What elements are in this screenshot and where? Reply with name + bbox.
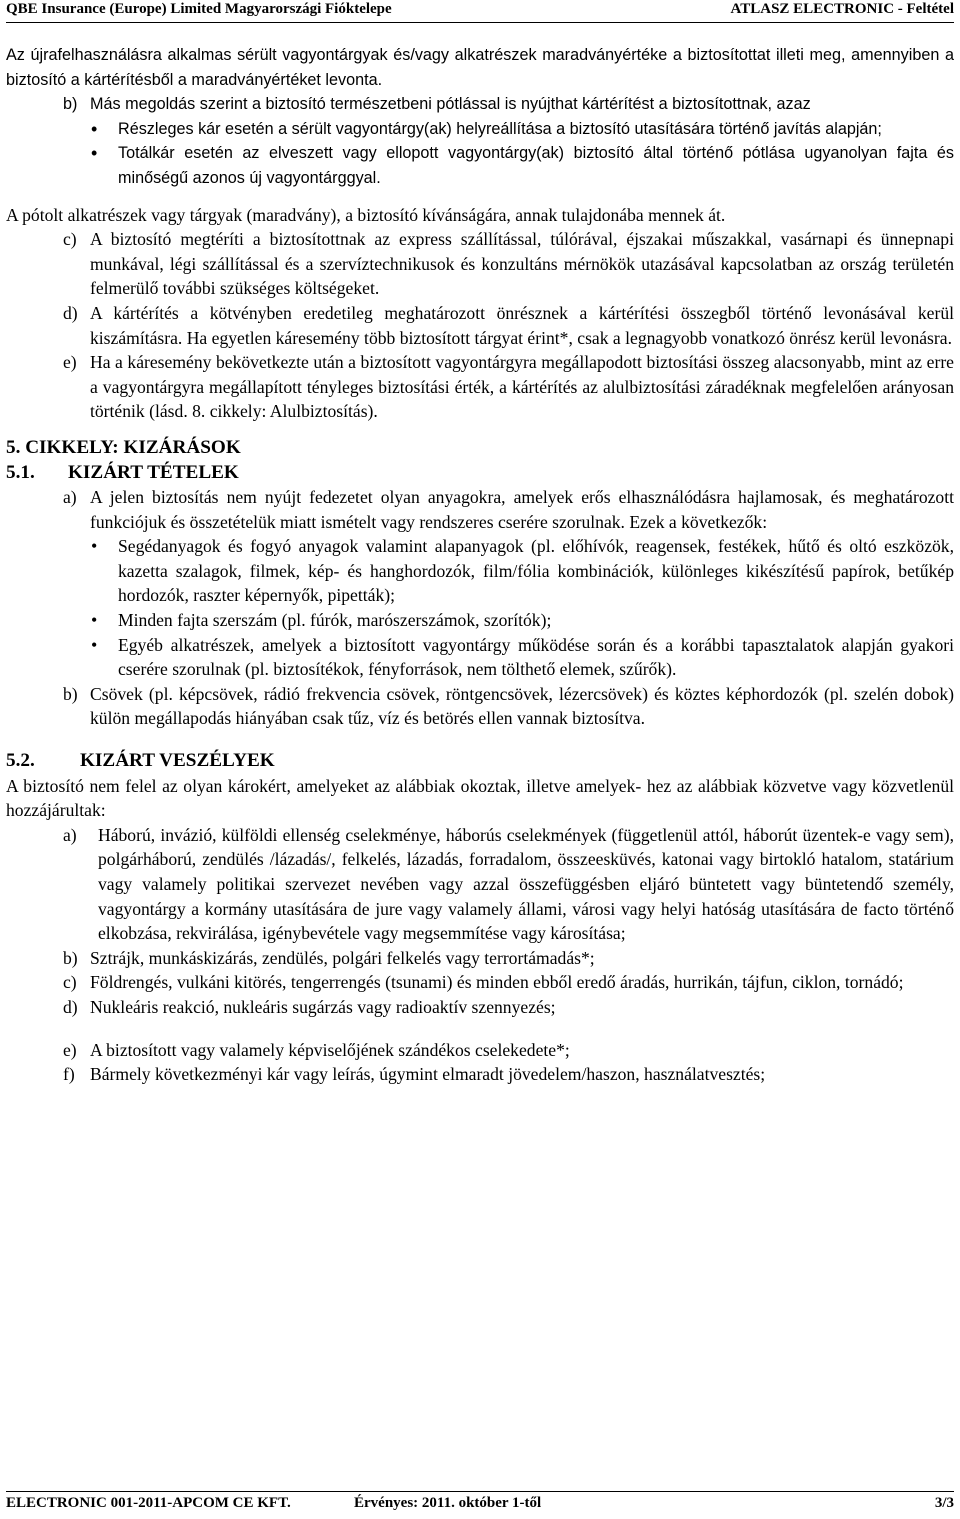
peril-item (6, 946, 954, 971)
section-5-2-number: 5.2. (6, 750, 35, 772)
item-b-text: Más megoldás szerint a biztosító természetbeni pótlással is nyújthat kártérítést a biztosítottnak, azaz (90, 95, 811, 114)
bullet-item: • Totálkár esetén az elveszett vagy ellopott vagyontárgy(ak) biztosító által történő pótlása ugyanolyan fajta és minőségű azonos új vagyontárggyal. (6, 141, 954, 190)
peril-item-text: Bármely következményi kár vagy leírás, úgymint elmaradt jövedelem/haszon, használatvesztés; (90, 1064, 766, 1085)
section-5-2-heading (6, 749, 954, 774)
peril-item (6, 995, 954, 1020)
item-b-label: b) (63, 95, 78, 114)
item-d-label: d) (63, 302, 78, 323)
page-footer (6, 1491, 954, 1514)
item-e (6, 350, 954, 424)
excluded-item-b (6, 682, 954, 731)
header-company: QBE Insurance (Europe) Limited Magyarországi Fióktelepe (6, 1, 392, 17)
peril-item-label: a) (63, 824, 77, 845)
peril-item-text: Sztrájk, munkáskizárás, zendülés, polgári felkelés vagy terrortámadás*; (90, 947, 595, 968)
item-c-label: c) (63, 229, 77, 250)
bullet-item: • Segédanyagok és fogyó anyagok valamint alapanyagok (pl. előhívók, reagensek, festékek, hűtő és oltó eszközök, kazetta szalagok, filmek, kép- és hanghordozók, film/fólia kombinációk, különleges kikészítésű papírok, betűkép hordozók, raszter képernyők, pipetták); (6, 534, 954, 608)
peril-item-label: d) (63, 996, 78, 1017)
bullet-item: • Egyéb alkatrészek, amelyek a biztosított vagyontárgy működése során és a korábbi tapasztalatok alapján gyakori cserére szorulnak (pl. biztosítékok, fényforrások, nem tölthető elemek, szűrők). (6, 633, 954, 682)
excluded-item-a-label: a) (63, 487, 77, 508)
bullet-item: • Részleges kár esetén a sérült vagyontárgy(ak) helyreállítása a biztosító utasítására történő javítás alapján; (6, 117, 954, 142)
intro-paragraph: Az újrafelhasználásra alkalmas sérült vagyontárgyak és/vagy alkatrészek maradványértéke a biztosítottat illeti meg, amennyiben a biztosító a kártérítésből a maradványértéket levonta. (6, 46, 954, 89)
page-content (6, 43, 954, 1087)
footer-validity: Érvényes: 2011. október 1-től (354, 1495, 542, 1511)
item-c (6, 227, 954, 301)
peril-item (6, 1062, 954, 1087)
peril-item-text: Földrengés, vulkáni kitörés, tengerrengés (tsunami) és minden ebből eredő áradás, hurrikán, tájfun, ciklon, tornádó; (90, 972, 904, 993)
excluded-item-a (6, 485, 954, 534)
footer-document-code: ELECTRONIC 001-2011-APCOM CE KFT. (6, 1495, 291, 1511)
item-b (6, 92, 954, 117)
item-e-text: Ha a káresemény bekövetkezte után a biztosított vagyontárgyra megállapodott biztosítási összeg alacsonyabb, mint az erre a vagyontárgyra megállapított tényleges biztosítási érték, a kártérítés az alulbiztosítási záradéknak megfelelően arányosan történik (lásd. 8. cikkely: Alulbiztosítás). (90, 352, 954, 422)
peril-item-text: Nukleáris reakció, nukleáris sugárzás vagy radioaktív szennyezés; (90, 996, 556, 1017)
bullet-item: • Minden fajta szerszám (pl. fúrók, marószerszámok, szorítók); (6, 608, 954, 633)
section-5-1-number: 5.1. (6, 461, 35, 483)
section-5-2-title: KIZÁRT VESZÉLYEK (80, 750, 275, 772)
item-d (6, 301, 954, 350)
page-header (6, 0, 954, 23)
replaced-parts-paragraph: A pótolt alkatrészek vagy tárgyak (maradvány), a biztosító kívánságára, annak tulajdonába mennek át. (6, 204, 726, 225)
excluded-item-b-text: Csövek (pl. képcsövek, rádió frekvencia csövek, röntgencsövek, lézercsövek) és köztes képhordozók (pl. szelén dobok) külön megállapodás hiányában csak tűz, víz és betörés ellen vannak biztosítva. (90, 683, 954, 729)
excluded-item-a-bullets (6, 534, 954, 682)
section-5-2-intro: A biztosító nem felel az olyan károkért, amelyeket az alábbiak okoztak, illetve amelyek- hez az alábbiak közvetve vagy közvetlenül hozzájárultak: (6, 775, 954, 821)
peril-item (6, 823, 954, 946)
peril-item (6, 1038, 954, 1063)
peril-item-label: e) (63, 1039, 77, 1060)
peril-item-label: c) (63, 972, 77, 993)
peril-item-label: f) (63, 1064, 75, 1085)
footer-page-number: 3/3 (934, 1495, 954, 1511)
peril-item-text: Háború, invázió, külföldi ellenség cselekménye, háborús cselekmények (függetlenül attól, háborút üzentek-e vagy sem), polgárháború, zendülés /lázadás/, felkelés, lázadás, forradalom, összeesküvés, katonai vagy birtokló hatalom, statárium vagy valamely politikai szervezet nevében vagy azzal összefüggésben eljáró büntetett vagy büntetendő személy, vagyontárgy a kormány utasítására de jure vagy valamely állami, városi vagy helyi hatóság utasítására de facto történő elkobzása, rekvirálása, igénybevétele vagy megsemmítése vagy károsítása; (98, 824, 954, 944)
item-c-text: A biztosító megtéríti a biztosítottnak az express szállítással, túlórával, éjszakai műszakkal, vasárnapi és ünnepnapi munkával, légi szállítással és a szervíztechnikusok és konzultáns mérnökök utazásával kapcsolatban az ország területén felmerülő további szükséges költségeket. (90, 229, 954, 299)
peril-item (6, 970, 954, 995)
excluded-item-a-text: A jelen biztosítás nem nyújt fedezetet olyan anyagokra, amelyek erős elhasználódásra hajlamosak, és meghatározott funkciójuk és összetételük miatt ismételt vagy rendszeres cserére szorulnak. Ezek a következők: (90, 487, 954, 532)
excluded-item-b-label: b) (63, 683, 78, 704)
section-5-1-heading (6, 461, 954, 486)
peril-item-text: A biztosított vagy valamely képviselőjének szándékos cselekedete*; (90, 1039, 570, 1060)
peril-item-label: b) (63, 947, 78, 968)
item-e-label: e) (63, 352, 77, 373)
item-d-text: A kártérítés a kötvényben eredetileg meghatározott önrésznek a kártérítési összegből történő levonásával kerül kiszámításra. Ha egyetlen káresemény több biztosított tárgyat érint*, csak a legnagyobb vonatkozó önrész kerül levonásra. (90, 302, 954, 348)
header-doc-title: ATLASZ ELECTRONIC - Feltétel (730, 1, 954, 17)
section-5-1-title: KIZÁRT TÉTELEK (68, 461, 239, 483)
item-b-bullets (6, 117, 954, 191)
section-5-title: 5. CIKKELY: KIZÁRÁSOK (6, 436, 241, 458)
